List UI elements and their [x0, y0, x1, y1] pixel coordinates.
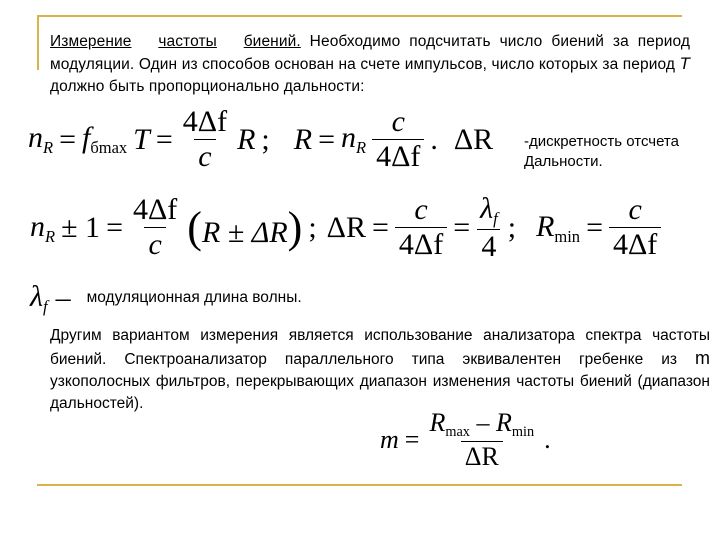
intro-paragraph — [50, 31, 690, 98]
lambda-definition: $\lambda_f$ – модуляционная длина волны. — [30, 280, 302, 316]
spectrum-analyzer-paragraph: Другим вариантом измерения является использование анализатора спектра частоты биений. Спектроанализатор параллельного типа эквивалентен гребенке из m узкополосных фильтров, перекрывающих диапазон изменения частоты биений (диапазон дальностей). — [50, 327, 710, 412]
period-symbol: T — [679, 54, 690, 73]
frame-left-line — [37, 15, 39, 70]
resolution-note: -дискретность отсчета Дальности. — [524, 133, 679, 170]
heading-word-3: биений. — [243, 33, 301, 50]
heading-word-1: Измерение — [50, 33, 132, 50]
frame-bottom-line — [37, 484, 682, 486]
intro-tail: должно быть пропорционально дальности: — [50, 78, 365, 95]
formula-filter-count: m = $\frac{Rmax - Rmin}{\Delta R}$ . — [380, 408, 551, 471]
frame-top-line — [37, 15, 682, 17]
fraction-4df-c: $\frac{4\Delta f}{c}$ — [182, 105, 228, 173]
heading-word-2: частоты — [158, 33, 217, 50]
formula-nr-range: $n_R$ = fбmax T = $\frac{4\Delta f}{c}$ R ; R = $n_R$ $\frac{c}{4\Delta f}$ . ΔR — [28, 105, 494, 173]
fraction-c-4df: $\frac{c}{4\Delta f}$ — [372, 105, 424, 174]
formula-range-resolution: $n_R$ ± 1 = $\frac{4\Delta f}{c}$ (R ± ΔR) ; ΔR = $\frac{c}{4\Delta f}$ = $\frac{\lambda_f}{4}$ ; Rmin = $\frac{c}{4\Delta f}$ — [30, 192, 667, 264]
intro-text: Необходимо подсчитать число биений за период модуляции. Один из способов основан на счете импульсов, число которых за период — [50, 33, 690, 73]
